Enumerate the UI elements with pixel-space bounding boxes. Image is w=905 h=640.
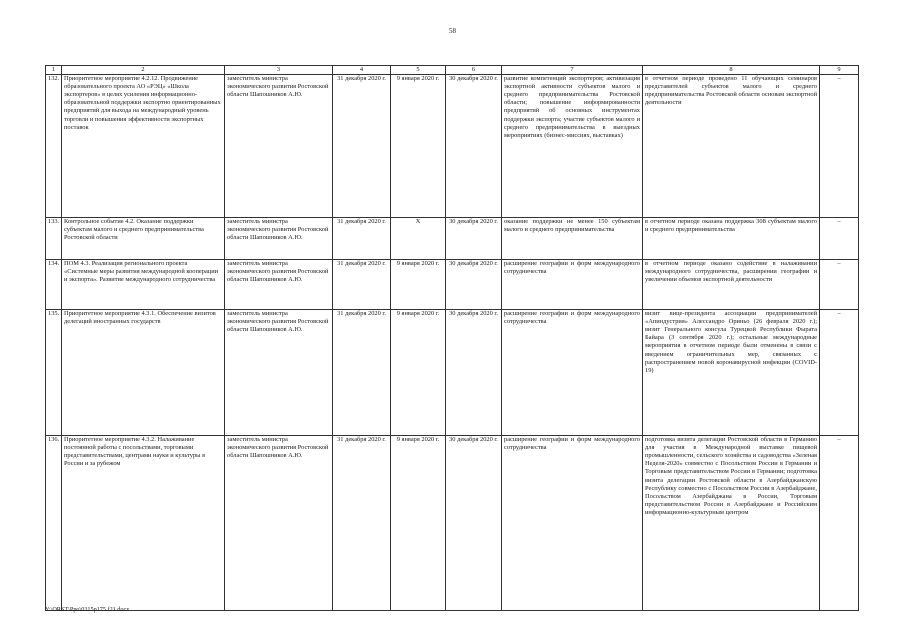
responsible-cell: заместитель министра экономического развития Ростовской области Шапошников А.Ю. (225, 260, 333, 310)
column-header: 2 (62, 66, 225, 75)
expected-result-cell: расширение географии и форм международного сотрудничества (502, 436, 643, 611)
column-header: 9 (820, 66, 859, 75)
problems-cell: – (820, 260, 859, 310)
actual-end-cell: 30 декабря 2020 г. (446, 310, 502, 436)
problems-cell: – (820, 436, 859, 611)
expected-result-cell: развитие компетенций экспортеров; активизация экспортной активности субъектов малого и среднего предпринимательства Ростовской области; повышение информированности предприятий об основных инструментах поддержки экспорта; участие субъектов малого и среднего предпринимательства в выездных мероприятиях (бизнес-миссиях, выставках) (502, 75, 643, 218)
table-row (46, 75, 859, 218)
report-table (45, 65, 859, 611)
problems-cell: – (820, 75, 859, 218)
column-header: 8 (643, 66, 820, 75)
actual-end-cell: 30 декабря 2020 г. (446, 218, 502, 260)
planned-end-cell: 31 декабря 2020 г. (333, 310, 391, 436)
actual-start-cell: 9 января 2020 г. (391, 436, 446, 611)
file-path-footer: Y:\ORST\Ppo\0315p175.f21.docx (45, 606, 130, 613)
expected-result-cell: оказание поддержки не менее 150 субъектам малого и среднего предпринимательства (502, 218, 643, 260)
table-row (46, 260, 859, 310)
actual-start-cell: 9 января 2020 г. (391, 310, 446, 436)
planned-end-cell: 31 декабря 2020 г. (333, 436, 391, 611)
actual-end-cell: 30 декабря 2020 г. (446, 436, 502, 611)
problems-cell: – (820, 310, 859, 436)
problems-cell: – (820, 218, 859, 260)
column-header: 7 (502, 66, 643, 75)
column-header: 5 (391, 66, 446, 75)
responsible-cell: заместитель министра экономического развития Ростовской области Шапошников А.Ю. (225, 436, 333, 611)
row-number: 135. (46, 310, 62, 436)
actual-end-cell: 30 декабря 2020 г. (446, 260, 502, 310)
actual-result-cell: визит вице-президента ассоциации предпринимателей «Апиндустрия» Алессандро Ориньо (26 февраля 2020 г.); визит Генерального консула Турецкой Республики Фырата Байара (3 сентября 2020 г.); остальные международные мероприятия в отчетном периоде были отменены в связи с введением ограничительных мер, связанных с распространением новой коронавирусной инфекции (COVID-19) (643, 310, 820, 436)
event-cell: Приоритетное мероприятие 4.2.12. Продвижение образовательного проекта АО «РЭЦ» «Школа экспортеров» в целях усиления информационно-образовательной поддержки экспортно ориентированных предприятий для выхода на международный уровень торговли и повышения эффективности экспортных поставок (62, 75, 225, 218)
row-number: 136. (46, 436, 62, 611)
event-cell: ПОМ 4.3. Реализация регионального проекта «Системные меры развития международной кооперации и экспорта». Развитие международного сотрудничества (62, 260, 225, 310)
actual-result-cell: подготовка визита делегации Ростовской области в Германию для участия в Международной выставке пищевой промышленности, сельского хозяйства и садоводства «Зеленая Неделя-2020» совместно с Посольством России в Германии и Торговым представительством России в Германии; подготовка визита делегации Ростовской области в Азербайджанскую Республику совместно с Посольством России в Азербайджане, Посольством Азербайджана в России, Торговым представительством России в Азербайджане и Российским информационно-культурным центром (643, 436, 820, 611)
responsible-cell: заместитель министра экономического развития Ростовской области Шапошников А.Ю. (225, 218, 333, 260)
responsible-cell: заместитель министра экономического развития Ростовской области Шапошников А.Ю. (225, 75, 333, 218)
responsible-cell: заместитель министра экономического развития Ростовской области Шапошников А.Ю. (225, 310, 333, 436)
page-number: 58 (449, 27, 456, 35)
row-number: 132. (46, 75, 62, 218)
event-cell: Приоритетное мероприятие 4.3.1. Обеспечение визитов делегаций иностранных государств (62, 310, 225, 436)
column-header: 1 (46, 66, 62, 75)
actual-start-cell: 9 января 2020 г. (391, 260, 446, 310)
expected-result-cell: расширение географии и форм международного сотрудничества (502, 310, 643, 436)
table-row (46, 218, 859, 260)
actual-start-cell: 9 января 2020 г. (391, 75, 446, 218)
column-header: 6 (446, 66, 502, 75)
planned-end-cell: 31 декабря 2020 г. (333, 75, 391, 218)
actual-result-cell: в отчетном периоде проведено 11 обучающих семинаров представителей субъектов малого и среднего предпринимательства Ростовской области основам экспортной деятельности (643, 75, 820, 218)
planned-end-cell: 31 декабря 2020 г. (333, 218, 391, 260)
table-row (46, 436, 859, 611)
column-number-row (46, 66, 859, 75)
row-number: 134. (46, 260, 62, 310)
event-cell: Приоритетное мероприятие 4.3.2. Налаживание постоянной работы с посольствами, торговыми представительствами, центрами науки и культуры в России и за рубежом (62, 436, 225, 611)
row-number: 133. (46, 218, 62, 260)
column-header: 3 (225, 66, 333, 75)
actual-result-cell: в отчетном периоде оказано содействие в налаживании международного сотрудничества, расширении географии и увеличении объемов экспортной деятельности (643, 260, 820, 310)
actual-start-cell: X (391, 218, 446, 260)
expected-result-cell: расширение географии и форм международного сотрудничества (502, 260, 643, 310)
table-row (46, 310, 859, 436)
column-header: 4 (333, 66, 391, 75)
planned-end-cell: 31 декабря 2020 г. (333, 260, 391, 310)
actual-end-cell: 30 декабря 2020 г. (446, 75, 502, 218)
event-cell: Контрольное событие 4.2. Оказание поддержки субъектам малого и среднего предпринимательства Ростовской области (62, 218, 225, 260)
actual-result-cell: в отчетном периоде оказана поддержка 308 субъектам малого и среднего предпринимательства (643, 218, 820, 260)
